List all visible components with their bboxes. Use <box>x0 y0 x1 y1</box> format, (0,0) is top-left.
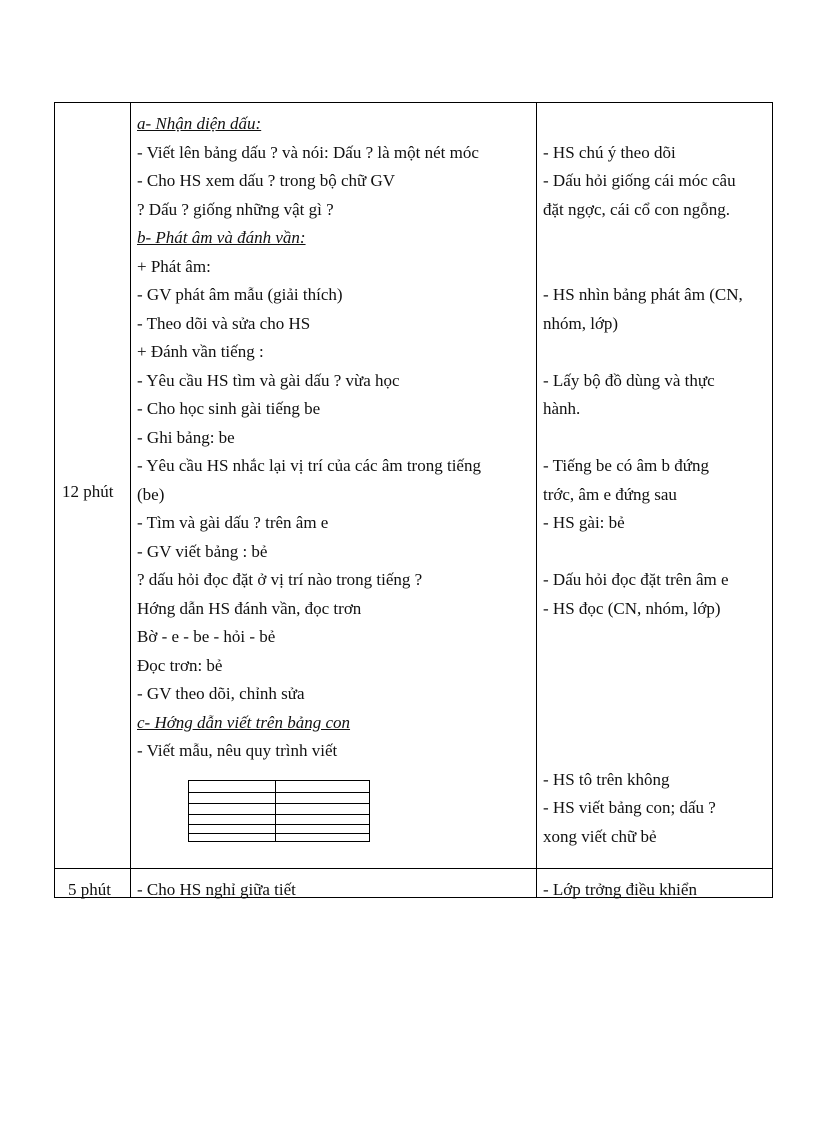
teacher-line: - GV viết bảng : bẻ <box>137 541 268 561</box>
section-heading: c- Hớng dẫn viết trên bảng con <box>137 712 351 732</box>
student-line: - HS tô trên không <box>543 769 670 789</box>
row-divider <box>54 868 773 869</box>
student-line: - Tiếng be có âm b đứng <box>543 456 709 475</box>
blank-line <box>543 680 743 709</box>
row1-time: 12 phút <box>62 482 114 501</box>
blank-line <box>543 623 743 652</box>
blank-line <box>543 338 743 367</box>
teacher-line: + Phát âm: <box>137 256 211 276</box>
blank-line <box>543 737 743 766</box>
blank-line <box>543 424 743 453</box>
table-right-border <box>772 102 773 898</box>
writing-grid-figure <box>188 780 370 842</box>
student-line: nhóm, lớp) <box>543 313 619 333</box>
teacher-line: - Tìm và gài dấu ? trên âm e <box>137 513 329 532</box>
teacher-line: - Cho học sinh gài tiếng be <box>137 399 321 418</box>
blank-line <box>543 538 743 567</box>
student-line: - HS gài: bẻ <box>543 513 625 532</box>
row2-teacher-text: - Cho HS nghỉ giữa tiết <box>137 880 296 899</box>
teacher-line: - Yêu cầu HS nhắc lại vị trí của các âm trong tiếng <box>137 456 481 475</box>
teacher-line: (be) <box>137 484 165 504</box>
col-divider-1 <box>130 102 131 898</box>
teacher-line: - Yêu cầu HS tìm và gài dấu ? vừa học <box>137 370 400 390</box>
teacher-line: - Viết mẫu, nêu quy trình viết <box>137 741 338 760</box>
student-line: - HS chú ý theo dõi <box>543 142 676 162</box>
teacher-line: Bờ - e - be - hỏi - bẻ <box>137 627 276 646</box>
student-line: - Dấu hỏi giống cái móc câu <box>543 171 736 190</box>
section-heading: a- Nhận diện dấu: <box>137 114 262 133</box>
section-heading: b- Phát âm và đánh vần: <box>137 228 306 247</box>
row2-student-text: - Lớp trởng điều khiển <box>543 880 697 899</box>
student-line: - HS đọc (CN, nhóm, lớp) <box>543 598 721 618</box>
teacher-line: - GV phát âm mẫu (giải thích) <box>137 285 343 304</box>
teacher-line: ? dấu hỏi đọc đặt ở vị trí nào trong tiếng ? <box>137 570 423 589</box>
blank-line <box>543 224 743 253</box>
blank-line <box>543 253 743 282</box>
teacher-line: - Viết lên bảng dấu ? và nói: Dấu ? là một nét móc <box>137 142 479 162</box>
blank-line <box>543 110 743 139</box>
student-line: trớc, âm e đứng sau <box>543 484 677 504</box>
row1-teacher-column <box>137 110 481 766</box>
teacher-line: - Theo dõi và sửa cho HS <box>137 313 311 333</box>
teacher-line: + Đánh vần tiếng : <box>137 342 264 361</box>
student-line: xong viết chữ bẻ <box>543 826 657 846</box>
teacher-line: ? Dấu ? giống những vật gì ? <box>137 199 334 219</box>
col-divider-2 <box>536 102 537 898</box>
student-line: - HS nhìn bảng phát âm (CN, <box>543 285 743 304</box>
teacher-line: - GV theo dõi, chỉnh sửa <box>137 684 305 703</box>
blank-line <box>543 709 743 738</box>
student-line: - Dấu hỏi đọc đặt trên âm e <box>543 570 729 589</box>
row1-student-column <box>543 110 743 851</box>
blank-line <box>543 652 743 681</box>
teacher-line: Đọc trơn: bẻ <box>137 655 223 675</box>
student-line: hành. <box>543 399 581 418</box>
row2-time: 5 phút <box>68 880 111 899</box>
teacher-line: - Ghi bảng: be <box>137 427 235 447</box>
teacher-line: - Cho HS xem dấu ? trong bộ chữ GV <box>137 171 396 190</box>
table-left-border <box>54 102 55 898</box>
table-top-border <box>54 102 773 103</box>
teacher-line: Hớng dẫn HS đánh vần, đọc trơn <box>137 598 362 618</box>
student-line: - Lấy bộ đồ dùng và thực <box>543 370 715 390</box>
student-line: - HS viết bảng con; dấu ? <box>543 798 716 817</box>
student-line: đặt ngợc, cái cổ con ngỗng. <box>543 199 730 219</box>
